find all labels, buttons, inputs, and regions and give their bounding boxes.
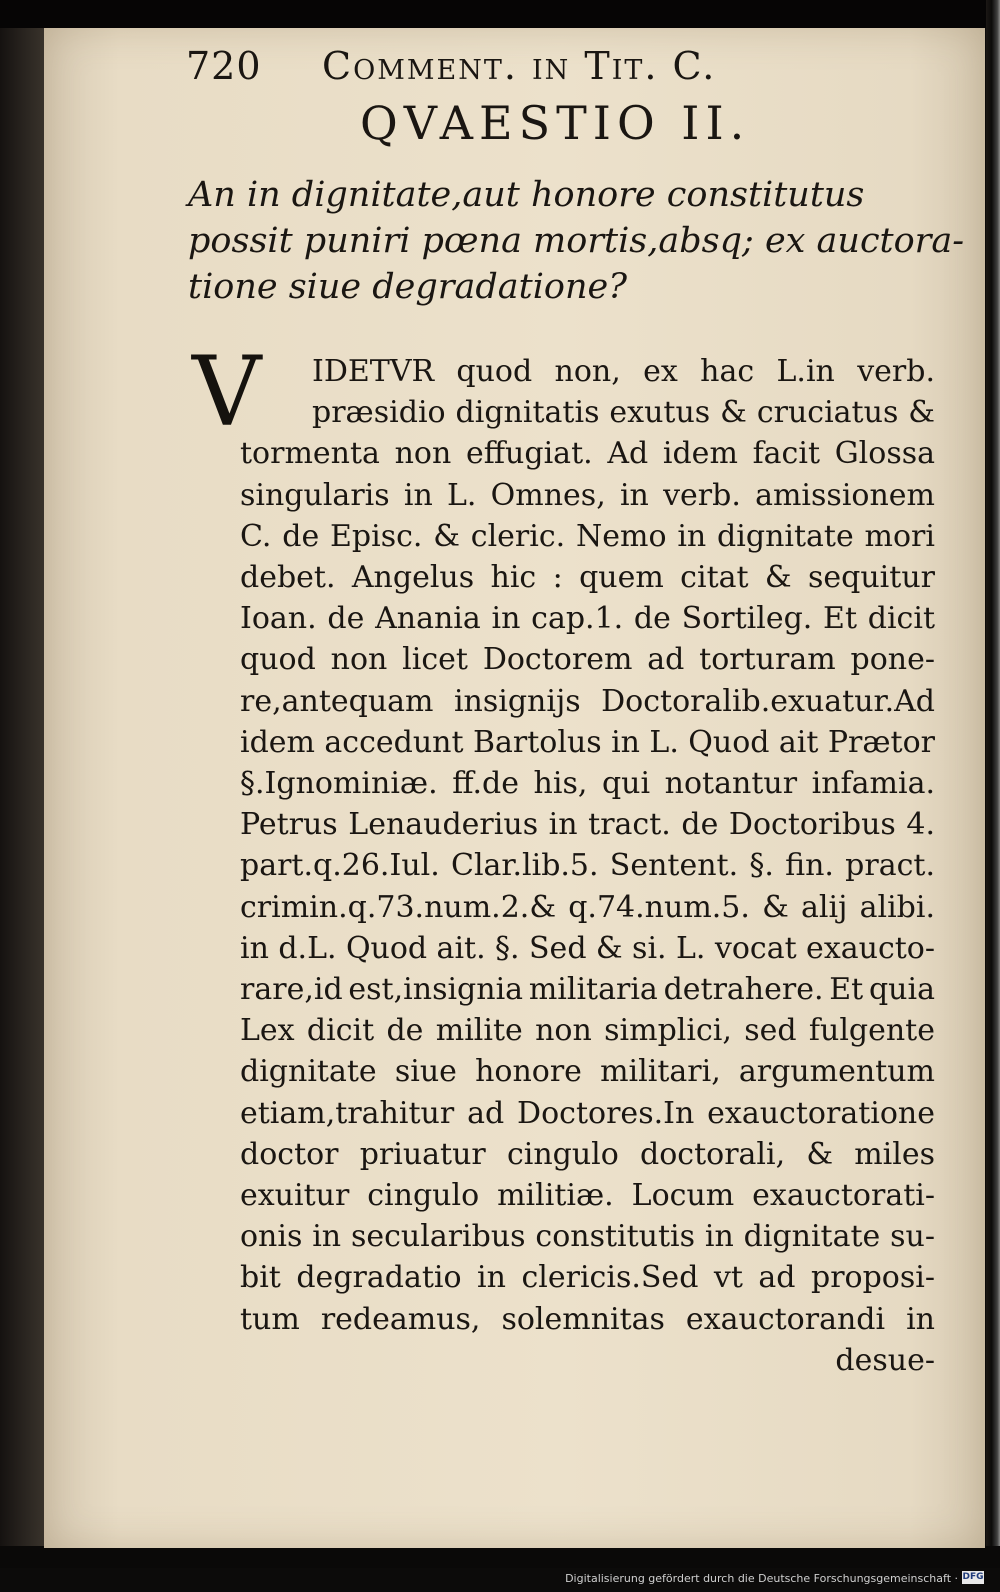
body-line: IDETVR quod non, ex hac L.in verb. [312, 354, 935, 389]
body-line: re,antequam insignijs Doctoralib.exuatur.Ad [240, 683, 935, 719]
question-title: QVAESTIO II. [360, 96, 751, 150]
body-line: tum redeamus, solemnitas exauctorandi in [240, 1301, 935, 1337]
body-line: onis in secularibus constitutis in dignitate su- [240, 1219, 935, 1255]
body-line: bit degradatio in clericis.Sed vt ad proposi- [240, 1260, 935, 1296]
scan-top-edge [0, 0, 1000, 28]
body-line: doctor priuatur cingulo doctorali, & miles [240, 1136, 935, 1172]
body-line: præsidio dignitatis exutus & cruciatus & [312, 395, 935, 431]
body-line: Lex dicit de milite non simplici, sed fulgente [240, 1013, 935, 1049]
body-line: tormenta non effugiat. Ad idem facit Glossa [240, 436, 935, 472]
body-line: Petrus Lenauderius in tract. de Doctoribus 4. [240, 807, 935, 843]
body-line: §.Ignominiæ. ff.de his, qui notantur infamia. [240, 766, 935, 801]
scan-bottom-edge [0, 1546, 1000, 1568]
page-number: 720 [186, 44, 262, 88]
body-line: part.q.26.Iul. Clar.lib.5. Sentent. §. fin. pract. [240, 848, 935, 884]
drop-cap: V [192, 336, 262, 448]
book-gutter [0, 28, 46, 1548]
dfg-logo: DFG [962, 1572, 984, 1582]
body-line: etiam,trahitur ad Doctores.In exauctoratione [240, 1095, 935, 1131]
body-line: quod non licet Doctorem ad torturam pone- [240, 642, 935, 678]
body-line: idem accedunt Bartolus in L. Quod ait Prætor [240, 724, 935, 760]
body-line: C. de Episc. & cleric. Nemo in dignitate mori [240, 518, 935, 554]
body-line: crimin.q.73.num.2.& q.74.num.5. & alij alibi. [240, 889, 935, 925]
catchword: desue- [835, 1342, 935, 1378]
question-line: tione siue degradatione? [188, 267, 627, 307]
body-line: in d.L. Quod ait. §. Sed & si. L. vocat exaucto- [240, 930, 935, 966]
question-line: An in dignitate,aut honore constitutus [188, 175, 865, 215]
body-line: exuitur cingulo militiæ. Locum exauctorati- [240, 1178, 935, 1213]
body-line: dignitate siue honore militari, argumentum [240, 1054, 935, 1090]
body-line: singularis in L. Omnes, in verb. amissionem [240, 477, 935, 513]
body-line: Ioan. de Anania in cap.1. de Sortileg. Et dicit [240, 601, 935, 637]
question-line: possit puniri pœna mortis,absq; ex auctora- [188, 221, 965, 261]
body-line: rare,id est,insignia militaria detrahere. Et quia [240, 972, 935, 1007]
question-text [188, 172, 965, 310]
digitization-credit: Digitalisierung gefördert durch die Deutsche Forschungsgemeinschaft · [565, 1572, 958, 1585]
running-head: Comment. in Tit. C. [322, 44, 717, 88]
page-header [186, 40, 786, 96]
scan-right-edge [986, 0, 1000, 1560]
body-line: debet. Angelus hic : quem citat & sequitur [240, 560, 935, 595]
